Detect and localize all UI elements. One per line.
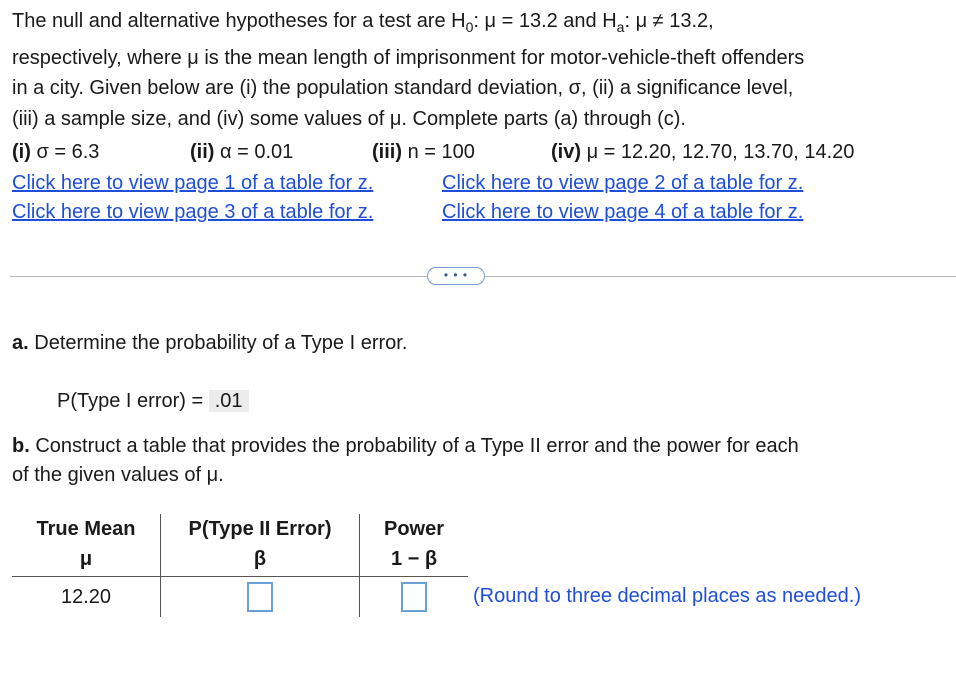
intro-line-4: (iii) a sample size, and (iv) some values of μ. Complete parts (a) through (c). bbox=[12, 108, 686, 130]
part-b-prompt-line-1: b. Construct a table that provides the probability of a Type II error and the power for each bbox=[12, 435, 799, 457]
z-table-page-1-link[interactable]: Click here to view page 1 of a table for z. bbox=[12, 172, 374, 194]
header-power: Power bbox=[360, 514, 469, 544]
header-true-mean: True Mean bbox=[36, 518, 136, 540]
intro-line-1: The null and alternative hypotheses for a test are $H_0$: μ = 13.2 and $H_a$: μ ≠ 13.2, bbox=[12, 10, 714, 35]
header-power-formula: 1 − β bbox=[360, 544, 469, 577]
given-mu-values: (iv) μ = 12.20, 12.70, 13.70, 14.20 bbox=[551, 141, 855, 163]
intro-line-2: respectively, where μ is the mean length of imprisonment for motor-vehicle-theft offenders bbox=[12, 47, 805, 69]
header-type-two-error: P(Type II Error) bbox=[161, 514, 360, 544]
rounding-note: (Round to three decimal places as needed.) bbox=[473, 585, 862, 607]
given-sigma: (i) σ = 6.3 bbox=[12, 141, 100, 163]
intro-line-3: in a city. Given below are (i) the population standard deviation, σ, (ii) a significance level, bbox=[12, 77, 794, 99]
type-one-error-answer: P(Type I error) = .01 bbox=[57, 388, 249, 414]
power-input[interactable] bbox=[401, 582, 427, 612]
beta-cell bbox=[161, 577, 360, 618]
type-two-error-table bbox=[12, 514, 468, 617]
given-n: (iii) n = 100 bbox=[372, 141, 475, 163]
power-cell bbox=[360, 577, 469, 618]
z-table-page-4-link[interactable]: Click here to view page 4 of a table for z. bbox=[442, 201, 804, 223]
header-mu-symbol: μ bbox=[12, 544, 161, 577]
z-table-page-2-link[interactable]: Click here to view page 2 of a table for z. bbox=[442, 172, 804, 194]
true-mean-cell: 12.20 bbox=[60, 585, 112, 608]
part-a-prompt: a. Determine the probability of a Type I error. bbox=[12, 332, 408, 354]
more-options-button[interactable]: • • • bbox=[427, 267, 485, 285]
given-alpha: (ii) α = 0.01 bbox=[190, 141, 294, 163]
part-b-prompt-line-2: of the given values of μ. bbox=[12, 464, 224, 486]
beta-input[interactable] bbox=[247, 582, 273, 612]
type-one-error-value: .01 bbox=[209, 390, 249, 412]
header-beta-symbol: β bbox=[161, 544, 360, 577]
z-table-page-3-link[interactable]: Click here to view page 3 of a table for z. bbox=[12, 201, 374, 223]
table-row bbox=[12, 577, 468, 618]
